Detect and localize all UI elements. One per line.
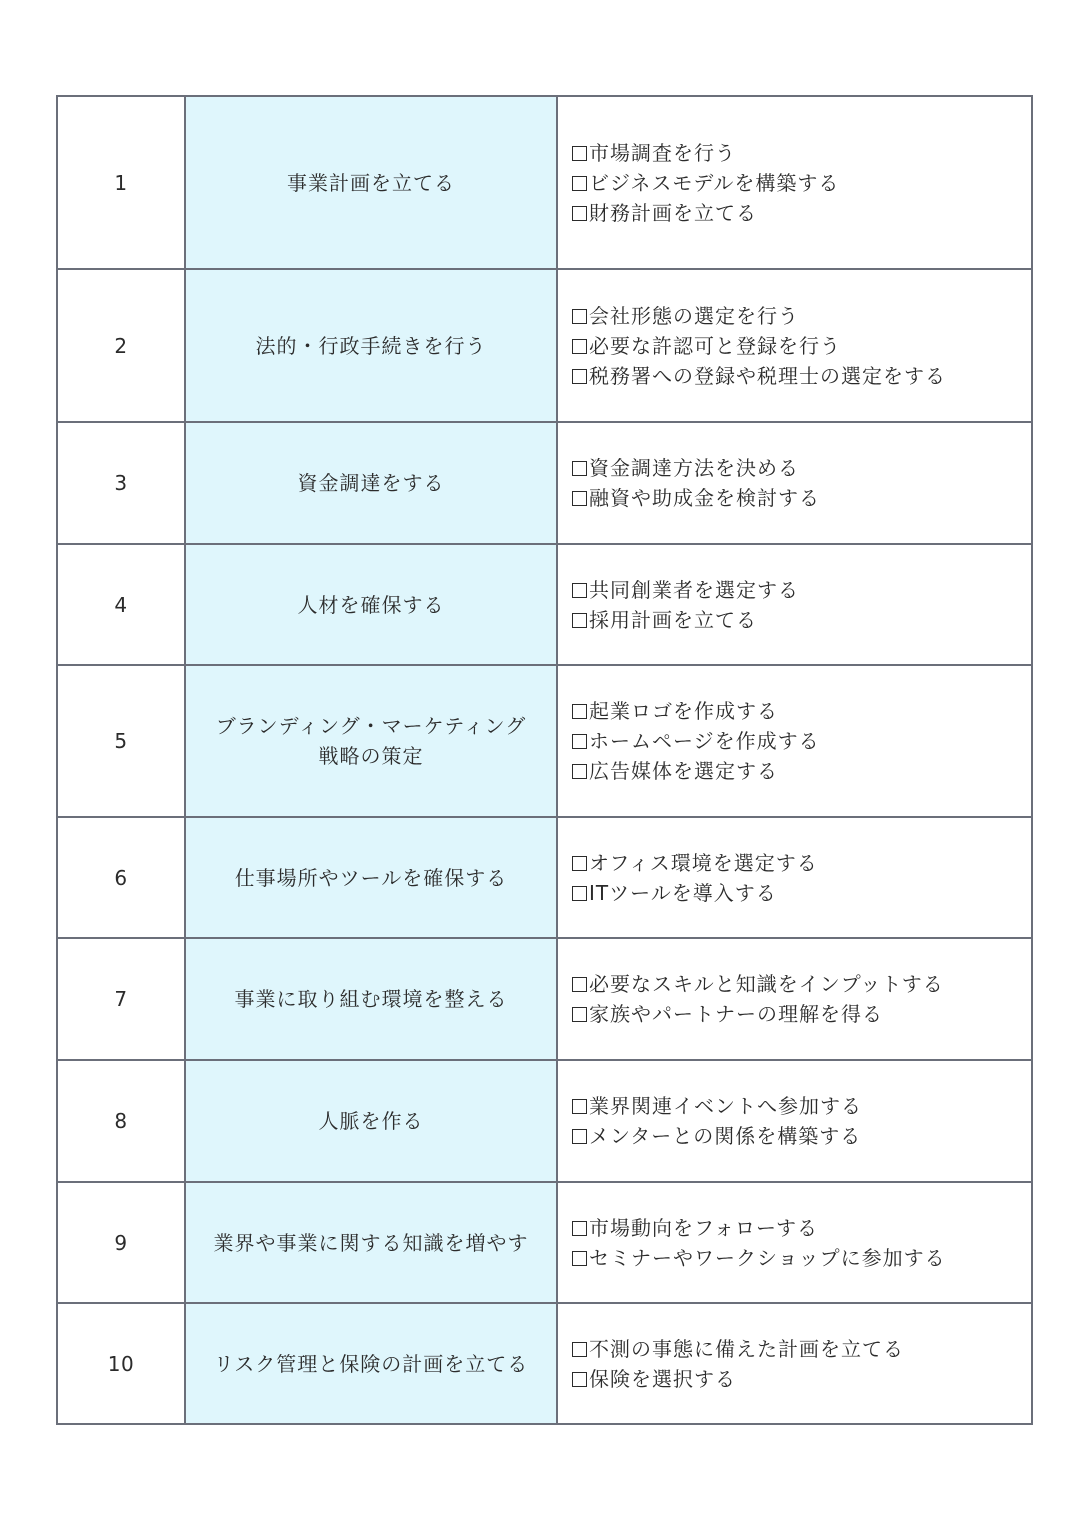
task-label: 採用計画を立てる [589, 607, 757, 632]
step-number: 10 [57, 1303, 185, 1424]
checklist-row [57, 1303, 1032, 1424]
checkbox-icon[interactable] [572, 704, 587, 719]
step-number: 7 [57, 938, 185, 1060]
checkbox-icon[interactable] [572, 977, 587, 992]
task-item [572, 1121, 1031, 1151]
checkbox-icon[interactable] [572, 369, 587, 384]
task-label: メンターとの関係を構築する [589, 1124, 862, 1148]
checkbox-icon[interactable] [572, 1129, 587, 1144]
checkbox-icon[interactable] [572, 764, 587, 779]
checkbox-icon[interactable] [572, 491, 587, 506]
checkbox-icon[interactable] [572, 1221, 587, 1236]
checkbox-icon[interactable] [572, 309, 587, 324]
checkbox-icon[interactable] [572, 1007, 587, 1022]
checkbox-icon[interactable] [572, 1251, 587, 1266]
task-item [572, 969, 1031, 999]
task-label: ホームページを作成する [589, 729, 820, 753]
task-list [557, 1303, 1032, 1424]
category-label: 戦略の策定 [318, 744, 424, 768]
task-label: セミナーやワークショップに参加する [589, 1245, 946, 1270]
category-label: 事業計画を立てる [287, 170, 455, 195]
step-category [185, 422, 557, 544]
step-number: 3 [57, 422, 185, 544]
step-number: 4 [57, 544, 185, 665]
task-list [557, 422, 1032, 544]
task-list [557, 96, 1032, 269]
checklist-row [57, 1182, 1032, 1303]
step-number: 2 [57, 269, 185, 422]
step-number: 5 [57, 665, 185, 817]
task-label: 資金調達方法を決める [589, 456, 799, 480]
step-category [185, 938, 557, 1060]
task-item [572, 361, 1031, 391]
checklist-row [57, 544, 1032, 665]
task-label: 融資や助成金を検討する [589, 486, 820, 510]
category-label: 法的・行政手続きを行う [255, 333, 487, 358]
category-label: 人材を確保する [297, 592, 445, 617]
checkbox-icon[interactable] [572, 856, 587, 871]
step-category [185, 665, 557, 817]
task-label: 財務計画を立てる [589, 200, 757, 225]
task-item [572, 301, 1031, 331]
task-item [572, 575, 1031, 605]
checkbox-icon[interactable] [572, 1372, 587, 1387]
task-item [572, 1091, 1031, 1121]
checkbox-icon[interactable] [572, 146, 587, 161]
task-list [557, 1182, 1032, 1303]
task-label: 税務署への登録や税理士の選定をする [589, 363, 946, 388]
task-item [572, 726, 1031, 756]
category-label: 事業に取り組む環境を整える [234, 987, 508, 1011]
task-item [572, 1334, 1031, 1364]
category-label: 仕事場所やツールを確保する [234, 865, 508, 890]
checklist-row [57, 938, 1032, 1060]
task-item [572, 756, 1031, 786]
checkbox-icon[interactable] [572, 1342, 587, 1357]
task-item [572, 138, 1031, 168]
task-item [572, 168, 1031, 198]
step-category [185, 544, 557, 665]
step-category [185, 1060, 557, 1182]
step-number: 9 [57, 1182, 185, 1303]
checkbox-icon[interactable] [572, 206, 587, 221]
checklist-row [57, 422, 1032, 544]
category-label: 業界や事業に関する知識を増やす [213, 1230, 529, 1255]
task-list [557, 1060, 1032, 1182]
checkbox-icon[interactable] [572, 613, 587, 628]
checklist-row [57, 269, 1032, 422]
task-label: 必要な許認可と登録を行う [589, 333, 841, 358]
task-label: 業界関連イベントへ参加する [589, 1094, 862, 1118]
task-list [557, 938, 1032, 1060]
task-label: 市場調査を行う [589, 140, 736, 165]
task-item [572, 331, 1031, 361]
step-category [185, 1182, 557, 1303]
task-item [572, 1364, 1031, 1394]
step-number: 8 [57, 1060, 185, 1182]
step-category [185, 1303, 557, 1424]
task-label: ビジネスモデルを構築する [589, 170, 840, 195]
checkbox-icon[interactable] [572, 886, 587, 901]
task-item [572, 848, 1031, 878]
task-item [572, 1243, 1031, 1273]
checklist-body [57, 96, 1032, 1424]
category-label: 資金調達をする [297, 471, 445, 495]
task-list [557, 269, 1032, 422]
category-label: ブランディング・マーケティング [215, 714, 527, 738]
step-category [185, 817, 557, 938]
task-label: 市場動向をフォローする [589, 1215, 818, 1240]
task-label: 会社形態の選定を行う [589, 303, 799, 328]
step-category [185, 96, 557, 269]
step-number: 1 [57, 96, 185, 269]
task-list [557, 544, 1032, 665]
checkbox-icon[interactable] [572, 461, 587, 476]
checkbox-icon[interactable] [572, 1099, 587, 1114]
task-label: 起業ロゴを作成する [589, 699, 778, 723]
task-label: 必要なスキルと知識をインプットする [589, 972, 944, 996]
checklist-table [56, 95, 1033, 1425]
task-item [572, 453, 1031, 483]
checklist-row [57, 1060, 1032, 1182]
checkbox-icon[interactable] [572, 176, 587, 191]
task-label: 不測の事態に備えた計画を立てる [589, 1336, 904, 1361]
task-label: 家族やパートナーの理解を得る [589, 1002, 883, 1026]
task-item [572, 878, 1031, 908]
category-label: リスク管理と保険の計画を立てる [213, 1351, 529, 1376]
task-item [572, 999, 1031, 1029]
task-item [572, 696, 1031, 726]
task-item [572, 605, 1031, 635]
checklist-row [57, 817, 1032, 938]
checklist-row [57, 665, 1032, 817]
task-item [572, 198, 1031, 228]
task-label: 共同創業者を選定する [589, 577, 799, 602]
step-category [185, 269, 557, 422]
task-list [557, 665, 1032, 817]
checklist-row [57, 96, 1032, 269]
task-label: 広告媒体を選定する [589, 759, 778, 783]
checkbox-icon[interactable] [572, 339, 587, 354]
checkbox-icon[interactable] [572, 734, 587, 749]
step-number: 6 [57, 817, 185, 938]
task-label: 保険を選択する [589, 1366, 736, 1391]
task-item [572, 1213, 1031, 1243]
category-label: 人脈を作る [318, 1109, 424, 1133]
task-item [572, 483, 1031, 513]
task-label: ITツールを導入する [589, 880, 777, 905]
task-label: オフィス環境を選定する [589, 850, 818, 875]
task-list [557, 817, 1032, 938]
checkbox-icon[interactable] [572, 583, 587, 598]
